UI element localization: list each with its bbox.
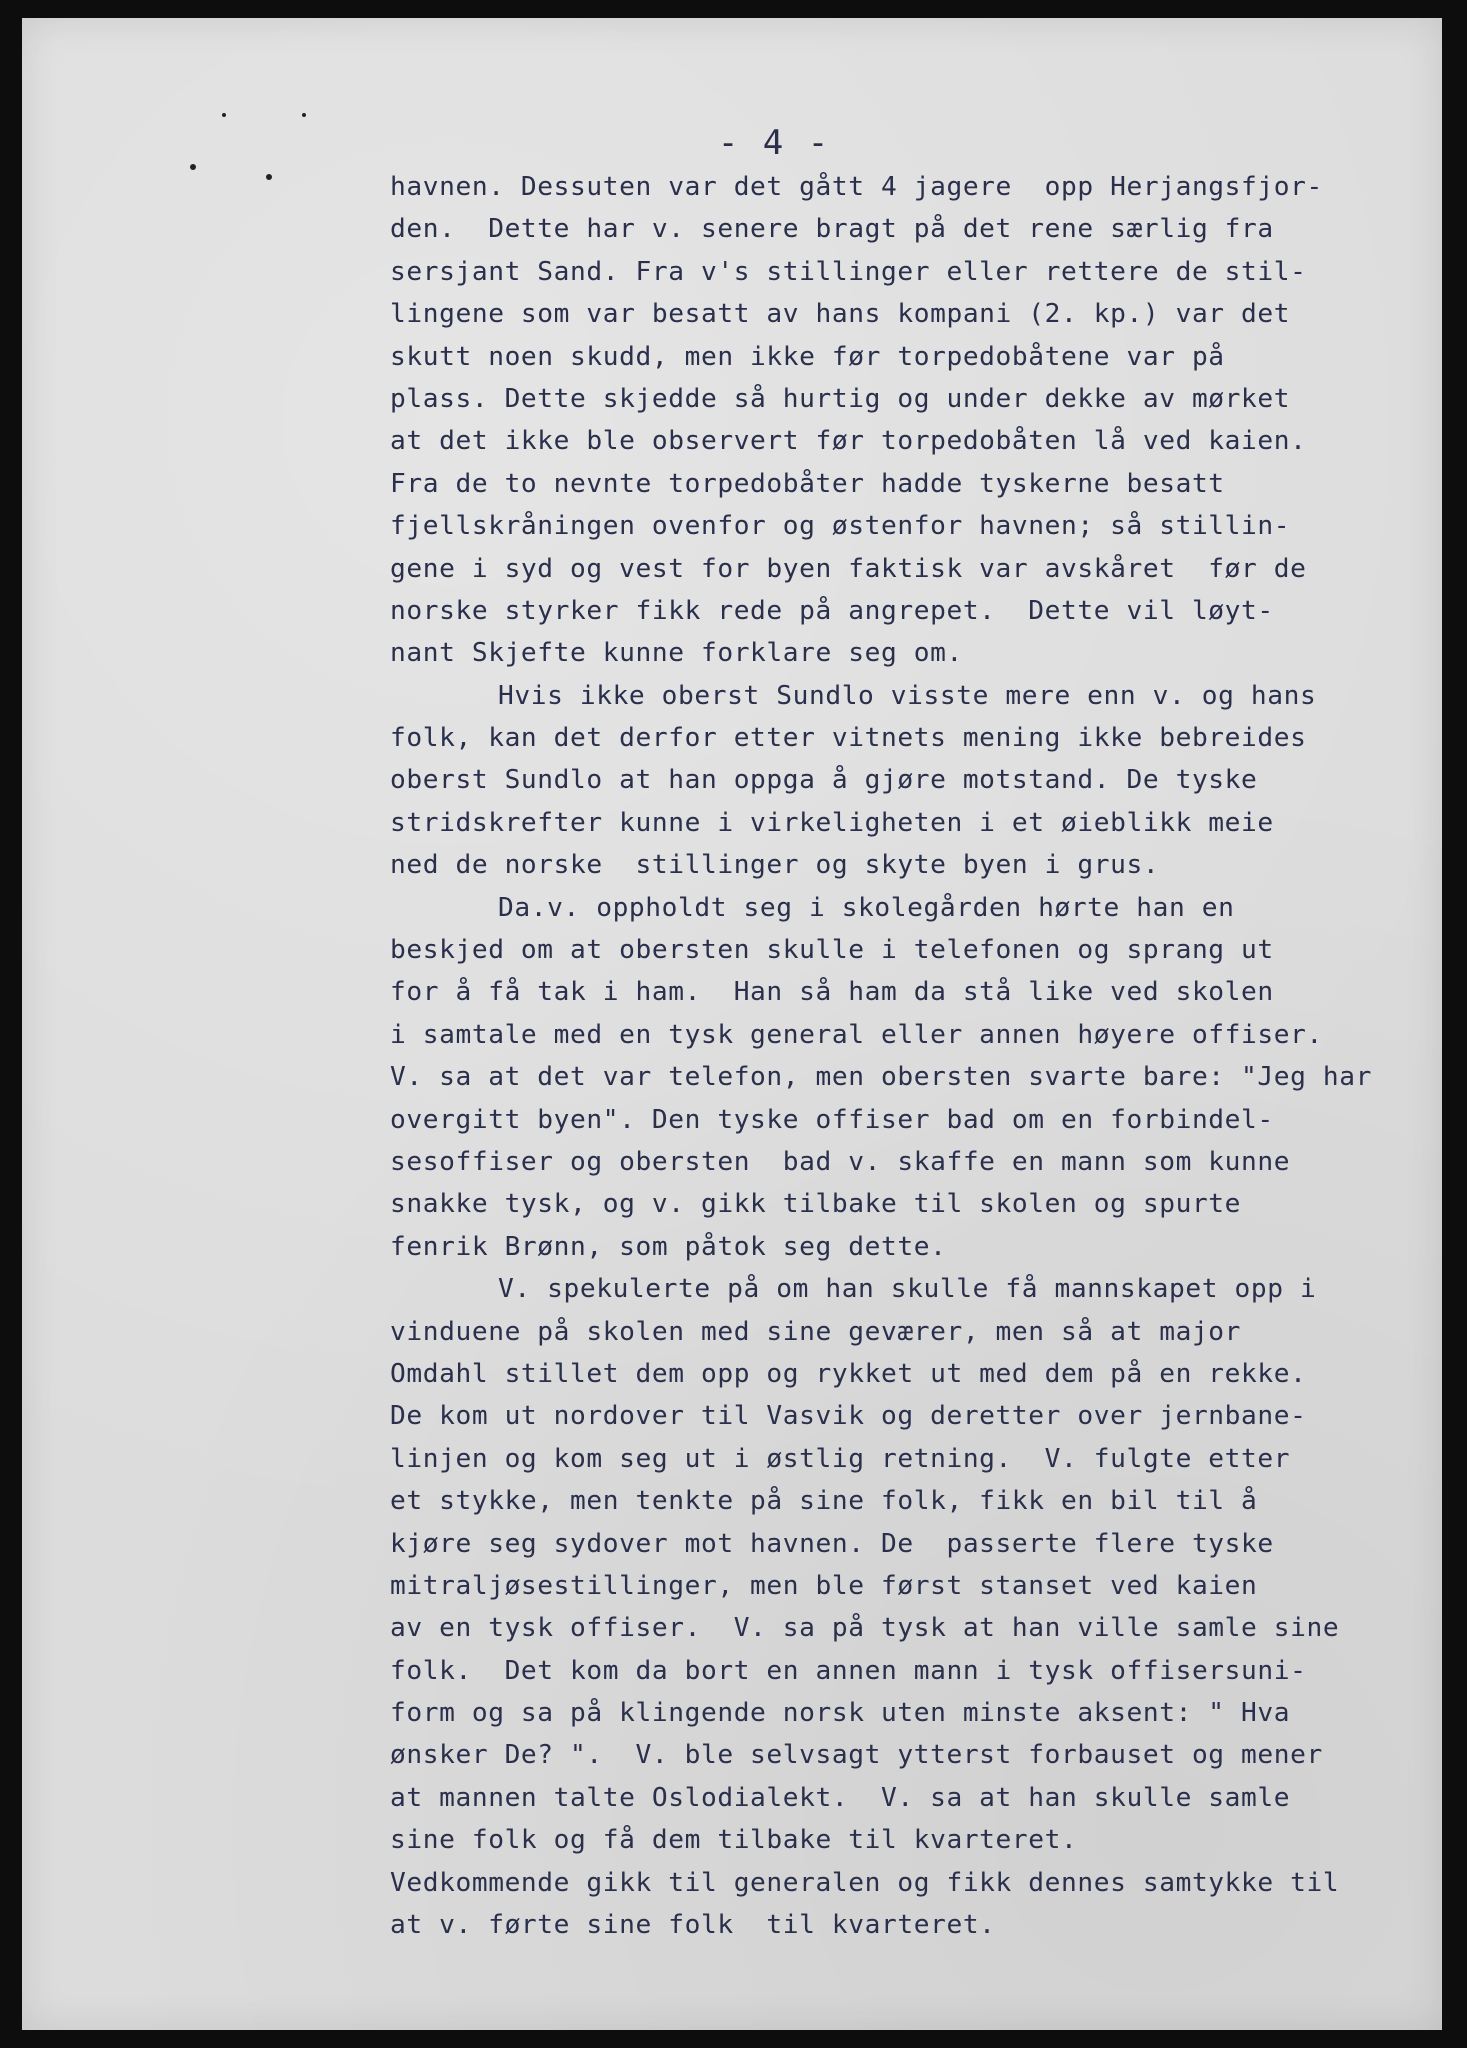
text-line: havnen. Dessuten var det gått 4 jagere opp Herjangsfjor- bbox=[390, 172, 1323, 202]
text-line: Fra de to nevnte torpedobåter hadde tyskerne besatt bbox=[390, 468, 1225, 499]
text-line: fenrik Brønn, som påtok seg dette. bbox=[390, 1231, 947, 1262]
text-line: sine folk og få dem tilbake til kvarteret. bbox=[390, 1825, 1078, 1856]
text-line: at mannen talte Oslodialekt. V. sa at han skulle samle bbox=[390, 1782, 1291, 1813]
text-line: form og sa på klingende norsk uten minste aksent: " Hva bbox=[390, 1698, 1291, 1729]
text-line: kjøre seg sydover mot havnen. De passerte flere tyske bbox=[390, 1528, 1274, 1559]
text-line: De kom ut nordover til Vasvik og deretter over jernbane- bbox=[390, 1401, 1307, 1432]
text-line: V. sa at det var telefon, men obersten svarte bare: "Jeg har bbox=[390, 1062, 1372, 1093]
text-line: Hvis ikke oberst Sundlo visste mere enn v. og hans bbox=[498, 680, 1317, 711]
text-line: et stykke, men tenkte på sine folk, fikk en bil til å bbox=[390, 1486, 1258, 1517]
text-line: mitraljøsestillinger, men ble først stanset ved kaien bbox=[390, 1570, 1258, 1601]
text-line: sesoffiser og obersten bad v. skaffe en mann som kunne bbox=[390, 1146, 1291, 1177]
text-line: ønsker De? ". V. ble selvsagt ytterst forbauset og mener bbox=[390, 1740, 1323, 1771]
text-line: folk. Det kom da bort en annen mann i tysk offisersuni- bbox=[390, 1655, 1307, 1686]
text-line: at v. førte sine folk til kvarteret. bbox=[390, 1910, 996, 1941]
text-line: den. Dette har v. senere bragt på det rene særlig fra bbox=[390, 214, 1274, 245]
text-line: beskjed om at obersten skulle i telefonen og sprang ut bbox=[390, 935, 1274, 966]
text-line: sersjant Sand. Fra v's stillinger eller rettere de stil- bbox=[390, 256, 1307, 287]
text-line: skutt noen skudd, men ikke før torpedobåtene var på bbox=[390, 341, 1225, 372]
text-line: overgitt byen". Den tyske offiser bad om en forbindel- bbox=[390, 1104, 1274, 1135]
page-number-text: - 4 - bbox=[717, 123, 831, 163]
text-line: linjen og kom seg ut i østlig retning. V. fulgte etter bbox=[390, 1443, 1291, 1474]
text-line: plass. Dette skjedde så hurtig og under dekke av mørket bbox=[390, 383, 1291, 414]
text-line: V. spekulerte på om han skulle få mannskapet opp i bbox=[498, 1274, 1317, 1305]
text-line: oberst Sundlo at han oppga å gjøre motstand. De tyske bbox=[390, 765, 1258, 796]
speck-mark bbox=[302, 113, 306, 117]
text-line: folk, kan det derfor etter vitnets mening ikke bebreides bbox=[390, 723, 1307, 754]
text-line: Vedkommende gikk til generalen og fikk dennes samtykke til bbox=[390, 1867, 1340, 1898]
paragraph bbox=[390, 887, 1442, 1269]
paragraph bbox=[390, 1862, 1442, 1947]
text-line: norske styrker fikk rede på angrepet. Dette vil løyt- bbox=[390, 595, 1274, 626]
text-line: Omdahl stillet dem opp og rykket ut med dem på en rekke. bbox=[390, 1358, 1307, 1389]
text-line: fjellskråningen ovenfor og østenfor havnen; så stillin- bbox=[390, 511, 1291, 542]
page-number bbox=[22, 123, 1442, 163]
text-line: Da.v. oppholdt seg i skolegården hørte han en bbox=[498, 892, 1235, 923]
text-line: nant Skjefte kunne forklare seg om. bbox=[390, 638, 963, 669]
text-line: i samtale med en tysk general eller annen høyere offiser. bbox=[390, 1019, 1323, 1050]
typed-body-text bbox=[390, 166, 1442, 1946]
text-line: for å få tak i ham. Han så ham da stå like ved skolen bbox=[390, 977, 1274, 1008]
paragraph bbox=[390, 675, 1442, 887]
speck-mark bbox=[266, 174, 272, 180]
text-line: lingene som var besatt av hans kompani (2. kp.) var det bbox=[390, 299, 1291, 330]
speck-mark bbox=[222, 113, 226, 117]
speck-mark bbox=[190, 164, 196, 170]
paragraph bbox=[390, 1268, 1442, 1861]
text-line: av en tysk offiser. V. sa på tysk at han ville samle sine bbox=[390, 1613, 1340, 1644]
text-line: ned de norske stillinger og skyte byen i grus. bbox=[390, 850, 1160, 881]
paragraph bbox=[390, 166, 1442, 675]
text-line: vinduene på skolen med sine geværer, men så at major bbox=[390, 1316, 1242, 1347]
text-line: at det ikke ble observert før torpedobåten lå ved kaien. bbox=[390, 426, 1307, 457]
document-page bbox=[22, 18, 1442, 2030]
text-line: gene i syd og vest for byen faktisk var avskåret før de bbox=[390, 553, 1307, 584]
text-line: snakke tysk, og v. gikk tilbake til skolen og spurte bbox=[390, 1189, 1242, 1220]
text-line: stridskrefter kunne i virkeligheten i et øieblikk meie bbox=[390, 807, 1274, 838]
